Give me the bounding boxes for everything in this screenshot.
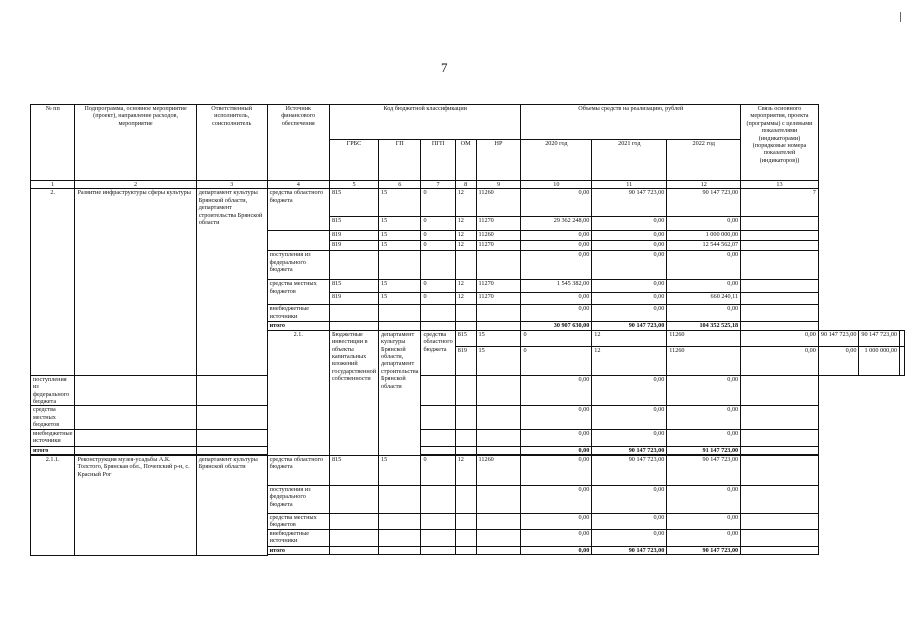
cell (741, 280, 819, 293)
cell: 0,00 (592, 305, 667, 322)
header-no: № пп (31, 105, 75, 181)
cell: 1 000 000,00 (667, 231, 741, 241)
cell: 0,00 (521, 514, 592, 530)
cell (329, 305, 378, 322)
executor: департамент культуры Брянской области, департамент строительства Брянской области (196, 189, 267, 375)
source-extrabudgetary: внебюджетные источники (267, 305, 329, 322)
header-2020: 2020 год (521, 140, 592, 181)
cell (421, 446, 455, 454)
executor: департамент культуры Брянской области, департамент строительства Брянской области (379, 330, 421, 455)
cell (741, 305, 819, 322)
cell (329, 251, 378, 280)
cell (455, 251, 476, 280)
cell (455, 406, 476, 429)
program-name: Реконструкция музея-усадьбы А.К. Толстого, Брянская обл., Почепский р-н, с. Красный Рог (75, 456, 196, 556)
cell: 0,00 (521, 293, 592, 305)
cell (379, 305, 421, 322)
cell: 11270 (476, 241, 521, 251)
header-gp: ГП (379, 140, 421, 181)
cell: 660 240,11 (667, 293, 741, 305)
col-number: 6 (379, 181, 421, 189)
cell (196, 446, 267, 454)
cell: 0,00 (592, 375, 667, 406)
source-regional: средства областного бюджета (267, 189, 329, 231)
cell: 0,00 (521, 456, 592, 486)
header-nr: НР (476, 140, 521, 181)
col-number: 2 (75, 181, 196, 189)
cell (267, 231, 329, 241)
cell (476, 486, 521, 514)
cell: 0,00 (521, 406, 592, 429)
source-federal: поступления из федерального бюджета (267, 251, 329, 280)
row-number: 2.1.1. (31, 456, 75, 556)
source-local: средства местных бюджетов (267, 280, 329, 305)
table-row (31, 189, 905, 217)
total-2020: 0,00 (521, 547, 592, 555)
header-pgp: ПГП (421, 140, 455, 181)
cell: 815 (329, 456, 378, 486)
page-number: 7 (441, 60, 448, 75)
total-2022: 91 147 723,00 (667, 446, 741, 454)
cell: 0,00 (667, 217, 741, 231)
cell: 0,00 (667, 530, 741, 547)
col-number: 10 (521, 181, 592, 189)
cell (379, 547, 421, 555)
cell (476, 446, 521, 454)
cell: 11260 (667, 330, 741, 346)
cell: 0,00 (592, 251, 667, 280)
total-2021: 90 147 723,00 (592, 446, 667, 454)
total-2022: 104 352 525,18 (667, 322, 741, 330)
spacer (267, 555, 818, 556)
cell: 0,00 (521, 231, 592, 241)
cell: 0,00 (741, 346, 819, 375)
cell: 0,00 (818, 346, 859, 375)
cell (476, 322, 521, 330)
cell (196, 375, 267, 406)
cell: 819 (455, 346, 476, 375)
cell: 0,00 (667, 375, 741, 406)
column-number-row (31, 181, 905, 189)
cell (455, 305, 476, 322)
cell (421, 305, 455, 322)
cell (741, 406, 819, 429)
cell (455, 530, 476, 547)
cell: 15 (379, 456, 421, 486)
cell: 11260 (476, 231, 521, 241)
cell: 0,00 (667, 406, 741, 429)
cell (421, 406, 455, 429)
cell (75, 406, 196, 429)
total-label: итого (267, 547, 329, 555)
cell: 90 147 723,00 (592, 456, 667, 486)
cell: 0,00 (592, 429, 667, 446)
cell: 0,00 (667, 280, 741, 293)
cell (476, 530, 521, 547)
cell: 0 (421, 241, 455, 251)
cell: 15 (379, 280, 421, 293)
cell: 815 (455, 330, 476, 346)
total-2021: 90 147 723,00 (592, 547, 667, 555)
cell: 0 (421, 280, 455, 293)
cell (421, 251, 455, 280)
cell: 1 545 382,00 (521, 280, 592, 293)
cell (741, 375, 819, 406)
header-2021: 2021 год (592, 140, 667, 181)
cell: 0,00 (592, 514, 667, 530)
cell (476, 547, 521, 555)
cell (379, 322, 421, 330)
cell: 12 (592, 330, 667, 346)
cell: 0,00 (521, 251, 592, 280)
col-number: 13 (741, 181, 819, 189)
cell: 11260 (667, 346, 741, 375)
cell (455, 429, 476, 446)
cell: 15 (379, 189, 421, 217)
cell (741, 547, 819, 555)
cell: 0,00 (592, 530, 667, 547)
cell: 0,00 (667, 514, 741, 530)
col-number: 3 (196, 181, 267, 189)
col-number: 12 (667, 181, 741, 189)
cell: 15 (476, 330, 521, 346)
table-row (31, 406, 905, 429)
budget-table-wrapper (30, 104, 905, 556)
total-2020: 0,00 (521, 446, 592, 454)
cell (900, 346, 905, 375)
cell (379, 251, 421, 280)
cell: 12 (455, 231, 476, 241)
executor: департамент культуры Брянской области (196, 456, 267, 556)
cell (741, 241, 819, 251)
cell: 11260 (476, 456, 521, 486)
cell (741, 217, 819, 231)
program-name: Развитие инфраструктуры сферы культуры (75, 189, 196, 375)
col-number: 8 (455, 181, 476, 189)
cell: 1 000 000,00 (859, 346, 900, 375)
cell (455, 514, 476, 530)
cell: 0,00 (521, 375, 592, 406)
cell (476, 305, 521, 322)
total-2022: 90 147 723,00 (667, 547, 741, 555)
cell: 12 (455, 293, 476, 305)
source-local: средства местных бюджетов (31, 406, 75, 429)
cell (196, 406, 267, 429)
cell (476, 406, 521, 429)
cell (421, 322, 455, 330)
cell (329, 486, 378, 514)
cell (741, 293, 819, 305)
cell: 90 147 723,00 (667, 189, 741, 217)
cell (196, 429, 267, 446)
cell: 12 (455, 241, 476, 251)
cell: 819 (329, 231, 378, 241)
cell (421, 429, 455, 446)
cell (476, 251, 521, 280)
cell: 0,00 (741, 330, 819, 346)
cell (329, 547, 378, 555)
cell: 0,00 (592, 406, 667, 429)
cell (379, 514, 421, 530)
cell (476, 514, 521, 530)
cell: 815 (329, 189, 378, 217)
cell (741, 486, 819, 514)
source-regional: средства областного бюджета (421, 330, 455, 375)
source-extrabudgetary: внебюджетные источники (31, 429, 75, 446)
cell (329, 514, 378, 530)
cell (379, 486, 421, 514)
cell: 819 (329, 293, 378, 305)
cell (329, 322, 378, 330)
budget-table (30, 104, 905, 556)
cell: 0,00 (592, 231, 667, 241)
cell: 0,00 (521, 530, 592, 547)
cell (741, 446, 819, 454)
cell (379, 530, 421, 547)
cell: 0,00 (667, 429, 741, 446)
cell: 0,00 (592, 217, 667, 231)
cell (421, 547, 455, 555)
cell: 0 (421, 456, 455, 486)
table-row (31, 456, 905, 486)
source-regional: средства областного бюджета (267, 456, 329, 486)
header-program: Подпрограмма, основное мероприятие (проект), направление расходов, мероприятие (75, 105, 196, 181)
cell: 0,00 (521, 305, 592, 322)
cell: 0,00 (592, 241, 667, 251)
cell: 0,00 (667, 305, 741, 322)
header-volumes: Объемы средств на реализацию, рублей (521, 105, 741, 140)
cell (741, 530, 819, 547)
source-extrabudgetary: внебюджетные источники (267, 530, 329, 547)
cell: 12 (592, 346, 667, 375)
source-federal: поступления из федерального бюджета (31, 375, 75, 406)
cell (476, 429, 521, 446)
cell (741, 514, 819, 530)
cell (741, 456, 819, 486)
table-row (31, 375, 905, 406)
cell: 12 (455, 280, 476, 293)
source-federal: поступления из федерального бюджета (267, 486, 329, 514)
cell (455, 486, 476, 514)
cell: 29 362 248,00 (521, 217, 592, 231)
total-label: итого (31, 446, 75, 454)
edge-mark (900, 12, 901, 22)
cell (267, 241, 329, 251)
cell: 15 (476, 346, 521, 375)
header-2022: 2022 год (667, 140, 741, 181)
cell: 90 147 723,00 (859, 330, 900, 346)
cell: 90 147 723,00 (592, 189, 667, 217)
cell: 11260 (476, 189, 521, 217)
header-executor: Ответственный исполнитель, соисполнитель (196, 105, 267, 181)
cell: 11270 (476, 293, 521, 305)
row-number: 2. (31, 189, 75, 375)
col-number: 9 (476, 181, 521, 189)
col-number: 1 (31, 181, 75, 189)
source-local: средства местных бюджетов (267, 514, 329, 530)
cell: 0,00 (667, 486, 741, 514)
cell: 815 (329, 217, 378, 231)
cell (741, 322, 819, 330)
header-om: ОМ (455, 140, 476, 181)
cell: 15 (379, 231, 421, 241)
cell (455, 322, 476, 330)
cell: 815 (329, 280, 378, 293)
cell: 0,00 (521, 189, 592, 217)
total-label: итого (267, 322, 329, 330)
cell: 0,00 (521, 241, 592, 251)
cell: 90 147 723,00 (667, 456, 741, 486)
header-link: Связь основного мероприятия, проекта (программы) с целевыми показателями (индикаторами) (порядковые номера показателей (индикаторов)) (741, 105, 819, 181)
col-number: 11 (592, 181, 667, 189)
cell (75, 429, 196, 446)
cell: 0 (521, 346, 592, 375)
program-name: Бюджетные инвестиции в объекты капитальных вложений государственной собственности (329, 330, 378, 455)
cell (75, 375, 196, 406)
header-bcc: Код бюджетной классификации (329, 105, 521, 140)
cell: 819 (329, 241, 378, 251)
cell: 0 (421, 293, 455, 305)
cell: 90 147 723,00 (818, 330, 859, 346)
cell: 0,00 (592, 293, 667, 305)
cell (455, 446, 476, 454)
cell: 0 (521, 330, 592, 346)
cell (741, 429, 819, 446)
cell (455, 375, 476, 406)
cell: 0,00 (592, 280, 667, 293)
indicator-link: 7 (741, 189, 819, 217)
col-number: 4 (267, 181, 329, 189)
cell (421, 375, 455, 406)
cell: 0 (421, 189, 455, 217)
col-number: 5 (329, 181, 378, 189)
table-row (31, 429, 905, 446)
row-number: 2.1. (267, 330, 329, 455)
cell: 0,00 (521, 486, 592, 514)
header-grbs: ГРБС (329, 140, 378, 181)
cell (421, 514, 455, 530)
cell (75, 446, 196, 454)
total-2020: 30 907 630,00 (521, 322, 592, 330)
cell (476, 375, 521, 406)
header-source: Источник финансового обеспечения (267, 105, 329, 181)
cell: 0,00 (592, 486, 667, 514)
cell: 15 (379, 293, 421, 305)
cell (329, 530, 378, 547)
cell (900, 330, 905, 346)
header-row-1 (31, 105, 905, 140)
cell: 15 (379, 217, 421, 231)
cell (741, 251, 819, 280)
cell: 0,00 (521, 429, 592, 446)
total-2021: 90 147 723,00 (592, 322, 667, 330)
cell: 0 (421, 231, 455, 241)
cell: 11270 (476, 280, 521, 293)
cell: 12 (455, 217, 476, 231)
cell: 15 (379, 241, 421, 251)
col-number: 7 (421, 181, 455, 189)
cell (455, 547, 476, 555)
cell: 12 544 562,07 (667, 241, 741, 251)
cell: 12 (455, 189, 476, 217)
cell (741, 231, 819, 241)
total-row (31, 446, 905, 454)
cell: 0,00 (667, 251, 741, 280)
cell: 11270 (476, 217, 521, 231)
cell (421, 486, 455, 514)
cell: 0 (421, 217, 455, 231)
cell (421, 530, 455, 547)
cell: 12 (455, 456, 476, 486)
